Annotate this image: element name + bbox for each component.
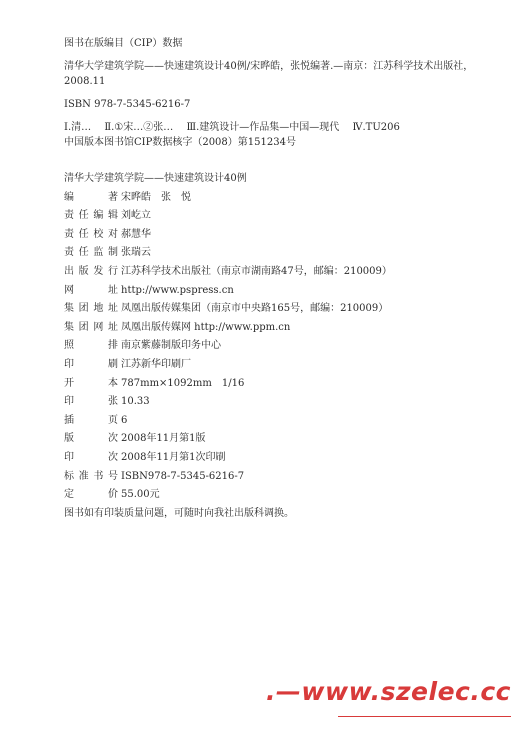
credit-row — [64, 207, 504, 226]
credit-label: 集团网址 — [64, 321, 118, 333]
credit-value: 10.33 — [121, 396, 150, 408]
credit-row — [64, 412, 504, 431]
credit-label: 标准书号 — [64, 470, 118, 482]
credit-row — [64, 319, 504, 338]
quality-notice: 图书如有印装质量问题，可随时向我社出版科调换。 — [64, 507, 294, 519]
credit-label: 网 址 — [64, 284, 118, 296]
credit-value: 787mm×1092mm 1/16 — [121, 377, 245, 389]
credit-label: 印 刷 — [64, 358, 118, 370]
credit-label: 照 排 — [64, 340, 118, 352]
credit-label: 版 次 — [64, 433, 118, 445]
watermark-underline — [338, 716, 511, 718]
cip-heading: 图书在版编目（CIP）数据 — [64, 38, 183, 49]
cip-class-2: Ⅱ.①宋…②张… — [104, 122, 174, 133]
credit-value: 刘屹立 — [121, 210, 151, 222]
credit-row — [64, 449, 504, 468]
credit-label: 责任监制 — [64, 247, 118, 259]
credit-row — [64, 393, 504, 412]
credit-value: 江苏科学技术出版社（南京市湖南路47号，邮编：210009） — [121, 265, 392, 277]
cip-class-4: Ⅳ.TU206 — [352, 122, 400, 133]
credit-value: 55.00元 — [121, 489, 160, 501]
credit-value: 2008年11月第1版 — [121, 433, 206, 445]
book-title: 清华大学建筑学院——快速建筑设计40例 — [64, 173, 247, 184]
cip-classification — [64, 120, 504, 135]
credit-value: 6 — [121, 414, 128, 426]
credit-label: 插 页 — [64, 414, 118, 426]
spacer — [64, 112, 504, 120]
cip-block — [64, 36, 504, 150]
cip-isbn: ISBN 978-7-5345-6216-7 — [64, 99, 191, 110]
credit-row — [64, 244, 504, 263]
credit-label: 定 价 — [64, 489, 118, 501]
cip-approval-number: 中国版本图书馆CIP数据核字（2008）第151234号 — [64, 137, 296, 148]
credit-value: 郝慧华 — [121, 228, 151, 240]
credit-value: 宋晔皓 张 悦 — [121, 191, 191, 203]
credit-row — [64, 486, 504, 505]
credit-value: http://www.pspress.cn — [121, 284, 234, 296]
spacer — [64, 51, 504, 59]
credit-value: 凤凰出版传媒集团（南京市中央路165号，邮编：210009） — [121, 303, 389, 315]
cip-main-entry: 清华大学建筑学院——快速建筑设计40例/宋晔皓，张悦编著.—南京：江苏科学技术出版社，2008.11 — [64, 61, 474, 87]
credit-row — [64, 375, 504, 394]
site-watermark: .—www.szelec.cc — [265, 677, 511, 706]
credit-value: ISBN978-7-5345-6216-7 — [121, 470, 245, 482]
credit-row — [64, 356, 504, 375]
spacer — [64, 89, 504, 97]
credit-label: 开 本 — [64, 377, 118, 389]
credit-row — [64, 300, 504, 319]
credit-row — [64, 430, 504, 449]
credit-row — [64, 263, 504, 282]
credit-row — [64, 282, 504, 301]
credit-row — [64, 337, 504, 356]
credit-label: 印 次 — [64, 451, 118, 463]
credit-value: 江苏新华印刷厂 — [121, 358, 191, 370]
credits-block — [64, 170, 504, 523]
credit-label: 责任校对 — [64, 228, 118, 240]
credit-row — [64, 226, 504, 245]
credit-label: 印 张 — [64, 396, 118, 408]
credit-value: 2008年11月第1次印刷 — [121, 451, 226, 463]
credit-label: 出版发行 — [64, 265, 118, 277]
credit-label: 编 著 — [64, 191, 118, 203]
credit-value: 南京紫藤制版印务中心 — [121, 340, 221, 352]
credit-row — [64, 468, 504, 487]
credit-value: 凤凰出版传媒网 http://www.ppm.cn — [121, 321, 291, 333]
credit-value: 张瑞云 — [121, 247, 151, 259]
credit-label: 责任编辑 — [64, 210, 118, 222]
credit-row — [64, 189, 504, 208]
cip-class-1: Ⅰ.清… — [64, 122, 92, 133]
credit-label: 集团地址 — [64, 303, 118, 315]
cip-class-3: Ⅲ.建筑设计—作品集—中国—现代 — [186, 122, 340, 133]
